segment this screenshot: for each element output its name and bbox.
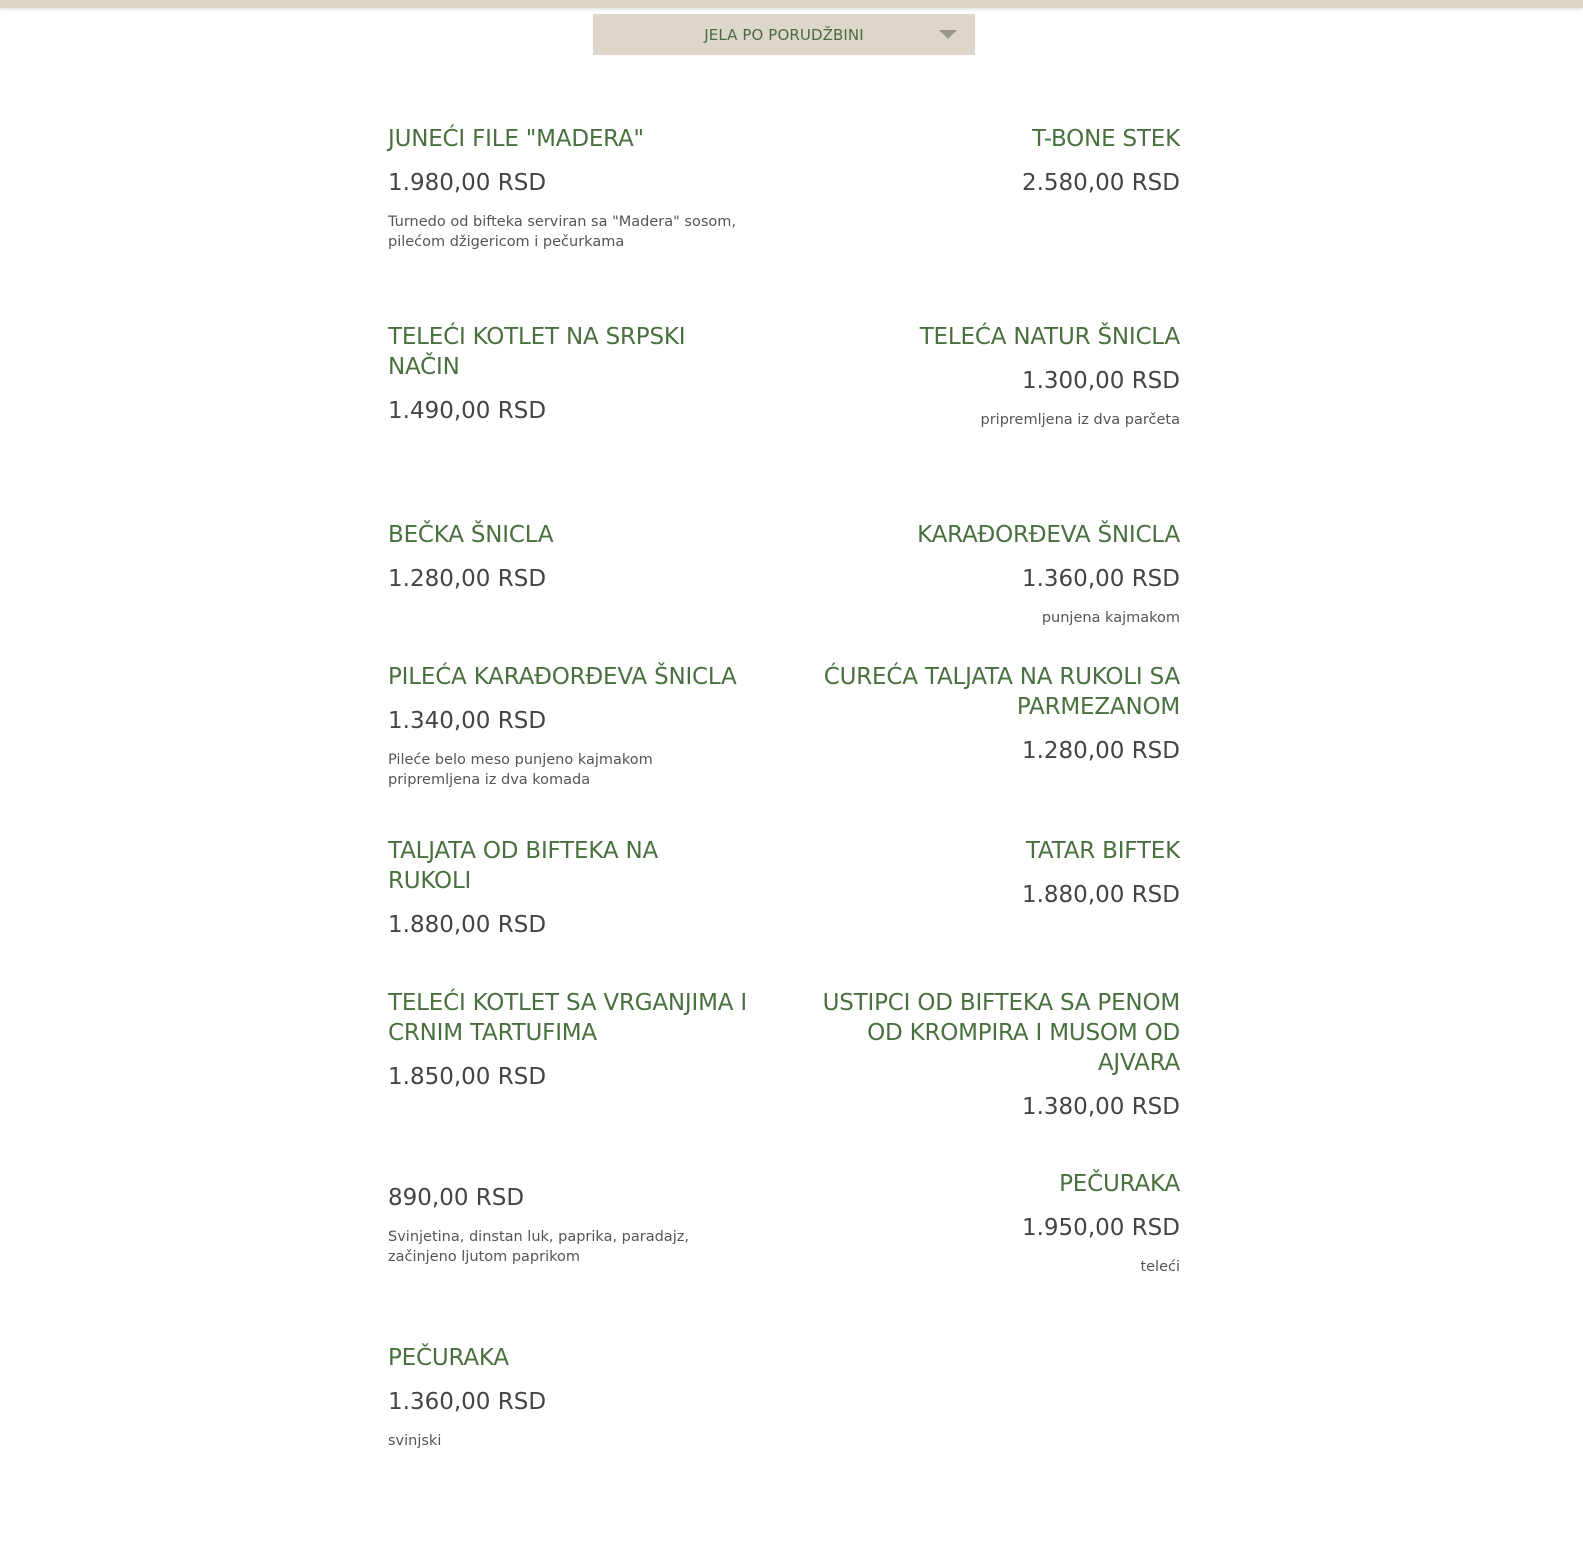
item-price: 1.280,00 RSD	[388, 566, 547, 592]
item-name: USTIPCI OD BIFTEKA SA PENOM OD KROMPIRA I MUSOM OD AJVARA	[822, 990, 1180, 1076]
item-price: 1.880,00 RSD	[1021, 882, 1180, 908]
menu-item	[388, 322, 748, 426]
item-name: TALJATA OD BIFTEKA NA RUKOLI	[388, 838, 659, 894]
menu-item	[388, 988, 748, 1092]
menu-item	[820, 124, 1180, 198]
item-description: Svinjetina, dinstan luk, paprika, paradajz, začinjeno ljutom paprikom	[388, 1229, 689, 1265]
menu-item	[388, 1183, 748, 1267]
menu-item	[388, 1343, 748, 1451]
menu-item	[820, 1169, 1180, 1277]
item-name: TELEĆI KOTLET SA VRGANJIMA I CRNIM TARTUFIMA	[388, 990, 747, 1046]
item-price: 2.580,00 RSD	[1021, 170, 1180, 196]
menu-item	[820, 662, 1180, 766]
item-price: 1.880,00 RSD	[388, 912, 547, 938]
item-price: 890,00 RSD	[388, 1185, 525, 1211]
item-name: KARAĐORĐEVA ŠNICLA	[917, 522, 1180, 548]
item-description: teleći	[1140, 1259, 1180, 1275]
item-name: PEČURAKA	[388, 1345, 509, 1371]
menu-item	[820, 836, 1180, 910]
item-price: 1.980,00 RSD	[388, 170, 547, 196]
item-description: svinjski	[388, 1433, 442, 1449]
item-name: JUNEĆI FILE "MADERA"	[388, 126, 644, 152]
item-name: BEČKA ŠNICLA	[388, 522, 554, 548]
dropdown-label: JELA PO PORUDŽBINI	[704, 25, 864, 44]
menu-item	[790, 988, 1180, 1122]
item-description: pripremljena iz dva parčeta	[980, 412, 1180, 428]
item-name: T-BONE STEK	[1031, 126, 1180, 152]
item-name: PILEĆA KARAĐORĐEVA ŠNICLA	[388, 664, 737, 690]
item-name: TELEĆA NATUR ŠNICLA	[919, 324, 1180, 350]
item-description: punjena kajmakom	[1041, 610, 1180, 626]
item-price: 1.280,00 RSD	[1021, 738, 1180, 764]
item-description: Pileće belo meso punjeno kajmakom pripremljena iz dva komada	[388, 752, 653, 788]
item-name: ĆUREĆA TALJATA NA RUKOLI SA PARMEZANOM	[823, 664, 1180, 720]
item-price: 1.340,00 RSD	[388, 708, 547, 734]
item-name: TELEĆI KOTLET NA SRPSKI NAČIN	[388, 324, 686, 380]
item-price: 1.300,00 RSD	[1021, 368, 1180, 394]
item-price: 1.950,00 RSD	[1021, 1215, 1180, 1241]
item-description: Turnedo od bifteka serviran sa "Madera" sosom, pilećom džigericom i pečurkama	[388, 214, 736, 250]
menu-item	[388, 520, 748, 594]
menu-item	[388, 124, 748, 252]
item-price: 1.850,00 RSD	[388, 1064, 547, 1090]
menu-item	[820, 520, 1180, 628]
menu-item	[820, 322, 1180, 430]
menu-item	[388, 662, 748, 790]
item-price: 1.360,00 RSD	[388, 1389, 547, 1415]
item-price: 1.490,00 RSD	[388, 398, 547, 424]
menu-item-clip	[388, 990, 748, 1103]
item-price: 1.360,00 RSD	[1021, 566, 1180, 592]
menu-item-clip	[790, 990, 1180, 1120]
item-name: TATAR BIFTEK	[1025, 838, 1180, 864]
menu-item	[388, 836, 748, 940]
item-price: 1.380,00 RSD	[1021, 1094, 1180, 1120]
item-name: PEČURAKA	[1059, 1171, 1180, 1197]
